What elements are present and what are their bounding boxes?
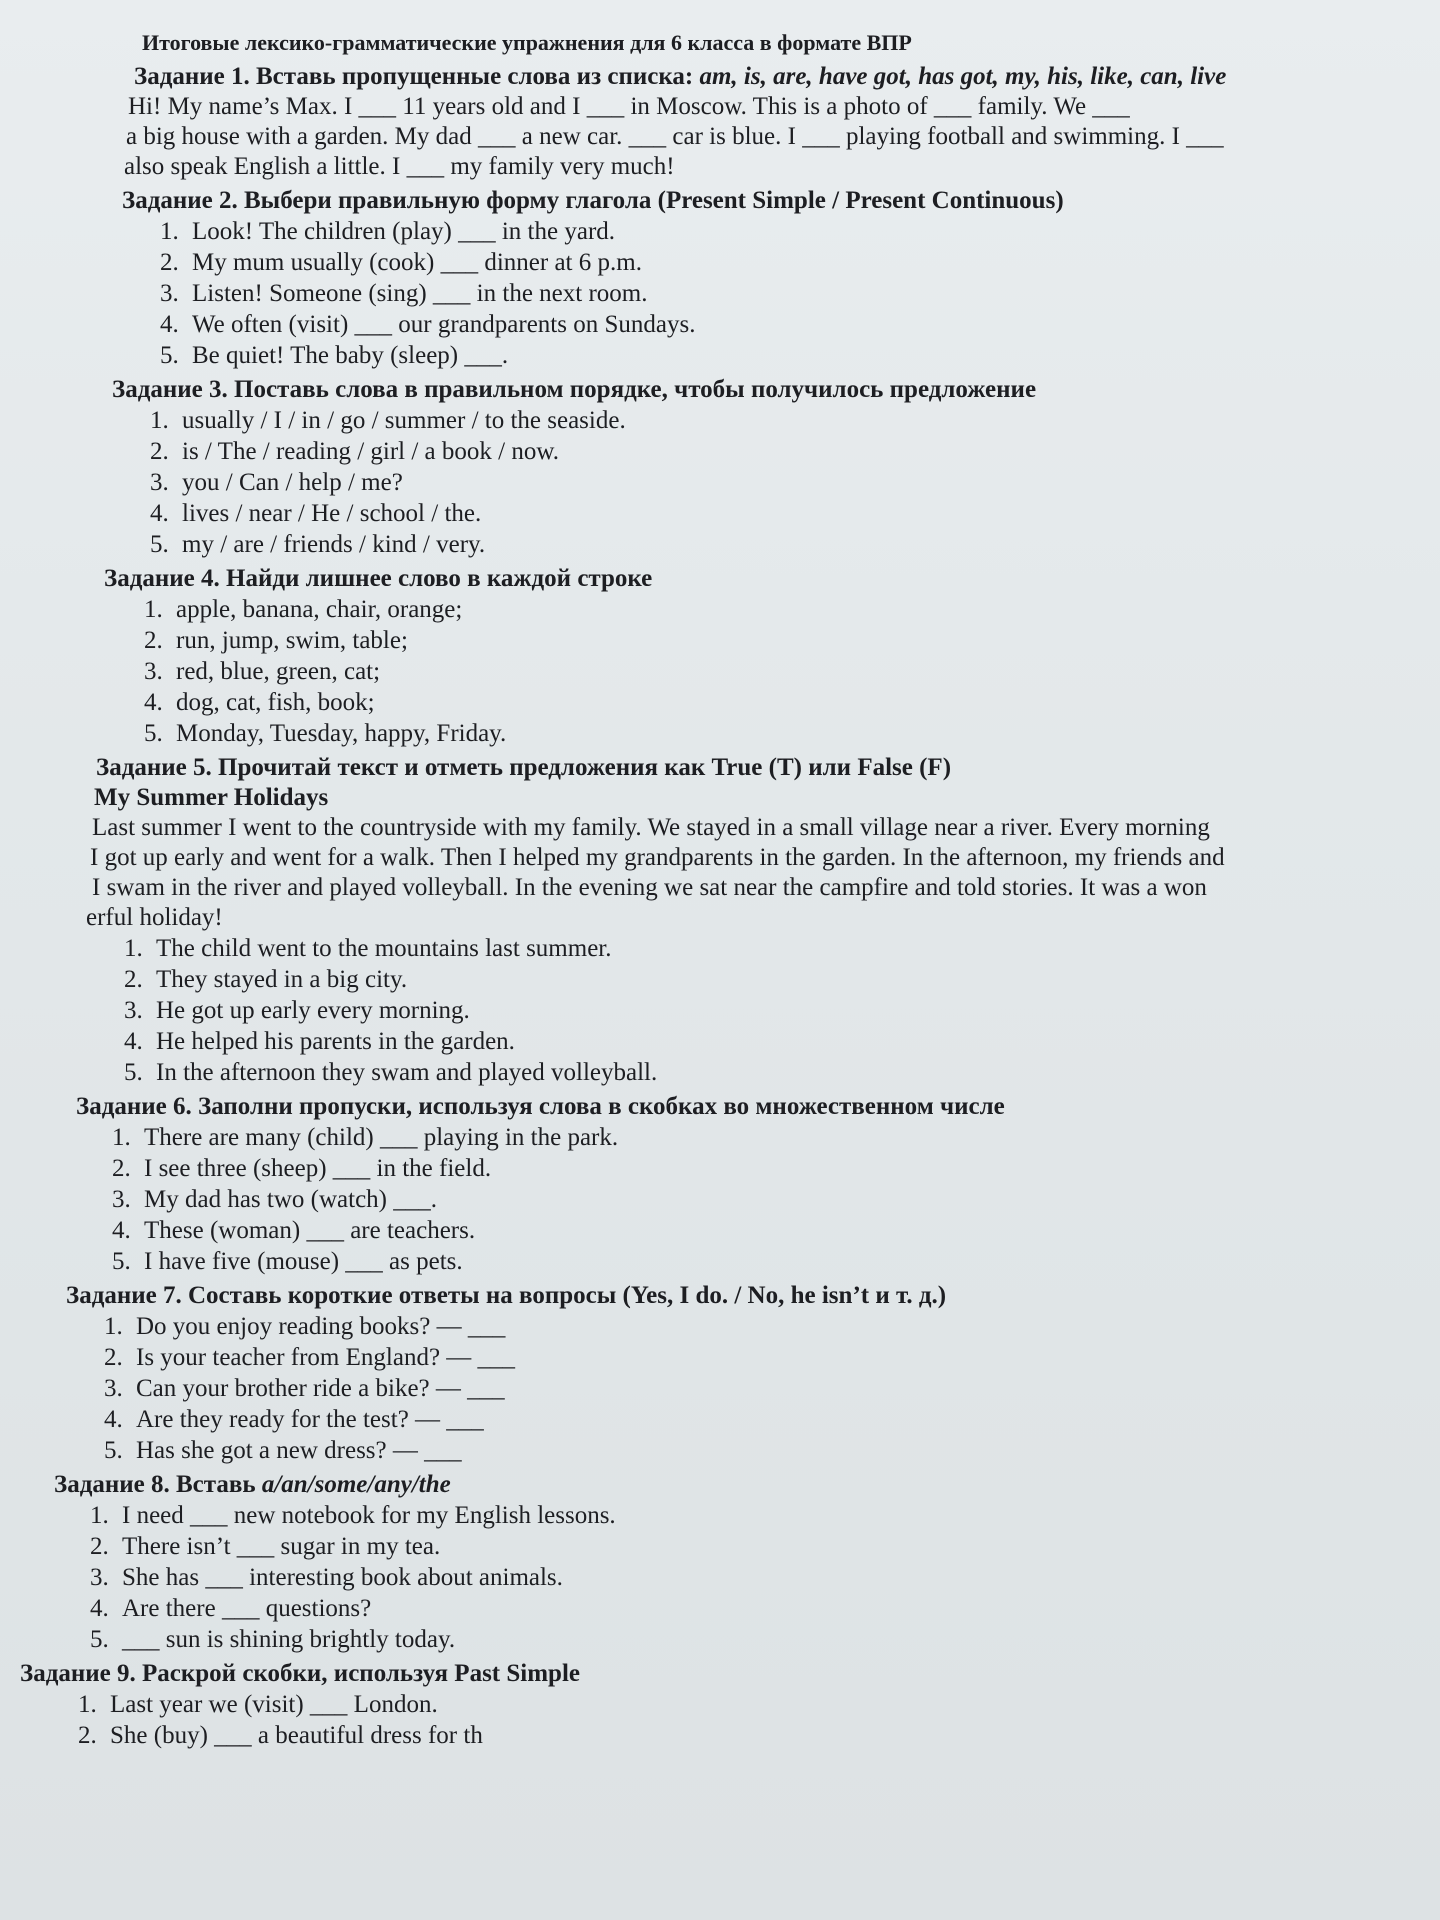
item-text: my / are / friends / kind / very. <box>182 531 486 558</box>
item-text: There isn’t ___ sugar in my tea. <box>122 1533 441 1560</box>
task8-heading-prefix: Задание 8. Вставь <box>54 1471 262 1498</box>
task1-line-2: a big house with a garden. My dad ___ a new car. ___ car is blue. I ___ playing football and swimming. I ___ <box>126 123 1224 150</box>
item-text: He got up early every morning. <box>156 997 470 1024</box>
list-item <box>104 1311 1440 1342</box>
list-item <box>124 964 1440 995</box>
item-text: Has she got a new dress? — ___ <box>136 1437 462 1464</box>
item-number: 2. <box>124 966 143 993</box>
item-text: Is your teacher from England? — ___ <box>136 1344 516 1371</box>
item-number: 4. <box>150 500 169 527</box>
list-item <box>104 1342 1440 1373</box>
item-text: I need ___ new notebook for my English lessons. <box>122 1502 616 1529</box>
item-number: 2. <box>112 1155 131 1182</box>
item-number: 2. <box>150 438 169 465</box>
item-number: 3. <box>112 1186 131 1213</box>
task1-heading-prefix: Задание 1. Вставь пропущенные слова из списка: <box>134 63 700 90</box>
item-text: She (buy) ___ a beautiful dress for th <box>110 1722 483 1749</box>
item-number: 5. <box>144 720 163 747</box>
task8-article-list: a/an/some/any/the <box>261 1471 451 1498</box>
item-text: dog, cat, fish, book; <box>176 689 375 716</box>
item-number: 1. <box>124 935 143 962</box>
list-item <box>112 1153 1440 1184</box>
item-number: 4. <box>160 311 179 338</box>
item-number: 2. <box>90 1533 109 1560</box>
item-text: These (woman) ___ are teachers. <box>144 1217 476 1244</box>
item-text: run, jump, swim, table; <box>176 627 408 654</box>
item-text: He helped his parents in the garden. <box>156 1028 515 1055</box>
item-number: 5. <box>150 531 169 558</box>
list-item <box>160 340 1440 371</box>
task1-line-3: also speak English a little. I ___ my family very much! <box>124 153 675 180</box>
list-item <box>150 436 1440 467</box>
task4-heading: Задание 4. Найди лишнее слово в каждой строке <box>104 565 653 592</box>
list-item <box>78 1720 1440 1751</box>
task1-word-list: am, is, are, have got, has got, my, his, like, can, live <box>699 63 1227 90</box>
worksheet-title: Итоговые лексико-грамматические упражнения для 6 класса в формате ВПР <box>142 30 912 55</box>
list-item <box>160 309 1440 340</box>
story-line-1: Last summer I went to the countryside with my family. We stayed in a small village near a river. Every morning <box>92 814 1210 841</box>
item-number: 2. <box>104 1344 123 1371</box>
item-text: I see three (sheep) ___ in the field. <box>144 1155 492 1182</box>
task4-list <box>144 594 1440 749</box>
list-item <box>104 1435 1440 1466</box>
item-number: 4. <box>104 1406 123 1433</box>
item-text: lives / near / He / school / the. <box>182 500 482 527</box>
item-text: My dad has two (watch) ___. <box>144 1186 437 1213</box>
item-text: The child went to the mountains last summer. <box>156 935 612 962</box>
list-item <box>144 718 1440 749</box>
task9-list <box>78 1689 1440 1751</box>
item-text: Be quiet! The baby (sleep) ___. <box>192 342 509 369</box>
list-item <box>150 405 1440 436</box>
task3-list <box>150 405 1440 560</box>
list-item <box>144 656 1440 687</box>
item-text: In the afternoon they swam and played volleyball. <box>156 1059 658 1086</box>
item-text: Last year we (visit) ___ London. <box>110 1691 438 1718</box>
task5-list <box>124 933 1440 1088</box>
task8-list <box>90 1500 1440 1655</box>
item-number: 1. <box>150 407 169 434</box>
item-text: apple, banana, chair, orange; <box>176 596 463 623</box>
item-number: 4. <box>124 1028 143 1055</box>
item-number: 4. <box>90 1595 109 1622</box>
item-text: red, blue, green, cat; <box>176 658 381 685</box>
task6-list <box>112 1122 1440 1277</box>
item-text: Can your brother ride a bike? — ___ <box>136 1375 505 1402</box>
item-text: Listen! Someone (sing) ___ in the next room. <box>192 280 648 307</box>
item-text: I have five (mouse) ___ as pets. <box>144 1248 463 1275</box>
story-title: My Summer Holidays <box>94 784 329 811</box>
list-item <box>124 995 1440 1026</box>
item-number: 5. <box>124 1059 143 1086</box>
item-number: 5. <box>90 1626 109 1653</box>
list-item <box>78 1689 1440 1720</box>
item-number: 3. <box>124 997 143 1024</box>
item-text: They stayed in a big city. <box>156 966 408 993</box>
item-number: 1. <box>78 1691 97 1718</box>
list-item <box>104 1373 1440 1404</box>
task3-heading: Задание 3. Поставь слова в правильном порядке, чтобы получилось предложение <box>112 376 1037 403</box>
task8-heading <box>54 1470 1440 1500</box>
list-item <box>124 1026 1440 1057</box>
task1-line-1: Hi! My name’s Max. I ___ 11 years old and I ___ in Moscow. This is a photo of ___ family. We ___ <box>128 93 1130 120</box>
list-item <box>112 1122 1440 1153</box>
item-text: is / The / reading / girl / a book / now. <box>182 438 560 465</box>
item-number: 2. <box>144 627 163 654</box>
item-number: 5. <box>104 1437 123 1464</box>
list-item <box>144 594 1440 625</box>
story-line-3: I swam in the river and played volleyball. In the evening we sat near the campfire and told stories. It was a won <box>92 874 1207 901</box>
list-item <box>112 1215 1440 1246</box>
item-text: She has ___ interesting book about animals. <box>122 1564 563 1591</box>
list-item <box>150 529 1440 560</box>
item-number: 4. <box>144 689 163 716</box>
item-number: 1. <box>160 218 179 245</box>
list-item <box>90 1624 1440 1655</box>
item-text: Do you enjoy reading books? — ___ <box>136 1313 506 1340</box>
item-number: 1. <box>112 1124 131 1151</box>
item-text: We often (visit) ___ our grandparents on Sundays. <box>192 311 696 338</box>
list-item <box>104 1404 1440 1435</box>
list-item <box>150 498 1440 529</box>
list-item <box>160 216 1440 247</box>
task9-heading: Задание 9. Раскрой скобки, используя Past Simple <box>20 1660 580 1687</box>
task2-heading: Задание 2. Выбери правильную форму глагола (Present Simple / Present Continuous) <box>122 187 1064 214</box>
item-number: 2. <box>78 1722 97 1749</box>
list-item <box>124 933 1440 964</box>
task1-heading <box>134 62 1440 92</box>
item-text: usually / I / in / go / summer / to the seaside. <box>182 407 626 434</box>
worksheet-content <box>20 28 1440 1751</box>
item-text: There are many (child) ___ playing in the park. <box>144 1124 619 1151</box>
item-number: 4. <box>112 1217 131 1244</box>
item-number: 1. <box>104 1313 123 1340</box>
item-number: 3. <box>160 280 179 307</box>
item-text: Are they ready for the test? — ___ <box>136 1406 484 1433</box>
list-item <box>90 1531 1440 1562</box>
task7-heading: Задание 7. Составь короткие ответы на вопросы (Yes, I do. / No, he isn’t и т. д.) <box>66 1282 947 1309</box>
item-text: Look! The children (play) ___ in the yard. <box>192 218 616 245</box>
list-item <box>150 467 1440 498</box>
item-number: 3. <box>150 469 169 496</box>
list-item <box>124 1057 1440 1088</box>
list-item <box>90 1562 1440 1593</box>
item-text: Monday, Tuesday, happy, Friday. <box>176 720 507 747</box>
item-text: My mum usually (cook) ___ dinner at 6 p.m. <box>192 249 642 276</box>
item-number: 3. <box>90 1564 109 1591</box>
list-item <box>160 278 1440 309</box>
item-number: 3. <box>104 1375 123 1402</box>
item-number: 1. <box>144 596 163 623</box>
item-number: 3. <box>144 658 163 685</box>
item-number: 2. <box>160 249 179 276</box>
list-item <box>160 247 1440 278</box>
list-item <box>90 1500 1440 1531</box>
item-text: you / Can / help / me? <box>182 469 403 496</box>
item-number: 1. <box>90 1502 109 1529</box>
list-item <box>90 1593 1440 1624</box>
list-item <box>144 687 1440 718</box>
story-line-2: I got up early and went for a walk. Then I helped my grandparents in the garden. In the afternoon, my friends and <box>90 844 1225 871</box>
task2-list <box>160 216 1440 371</box>
item-number: 5. <box>112 1248 131 1275</box>
task6-heading: Задание 6. Заполни пропуски, используя слова в скобках во множественном числе <box>76 1093 1005 1120</box>
list-item <box>112 1246 1440 1277</box>
task5-heading: Задание 5. Прочитай текст и отметь предложения как True (T) или False (F) <box>96 754 952 781</box>
story-line-4: erful holiday! <box>86 904 223 931</box>
item-text: ___ sun is shining brightly today. <box>122 1626 456 1653</box>
item-text: Are there ___ questions? <box>122 1595 372 1622</box>
list-item <box>144 625 1440 656</box>
task7-list <box>104 1311 1440 1466</box>
item-number: 5. <box>160 342 179 369</box>
list-item <box>112 1184 1440 1215</box>
